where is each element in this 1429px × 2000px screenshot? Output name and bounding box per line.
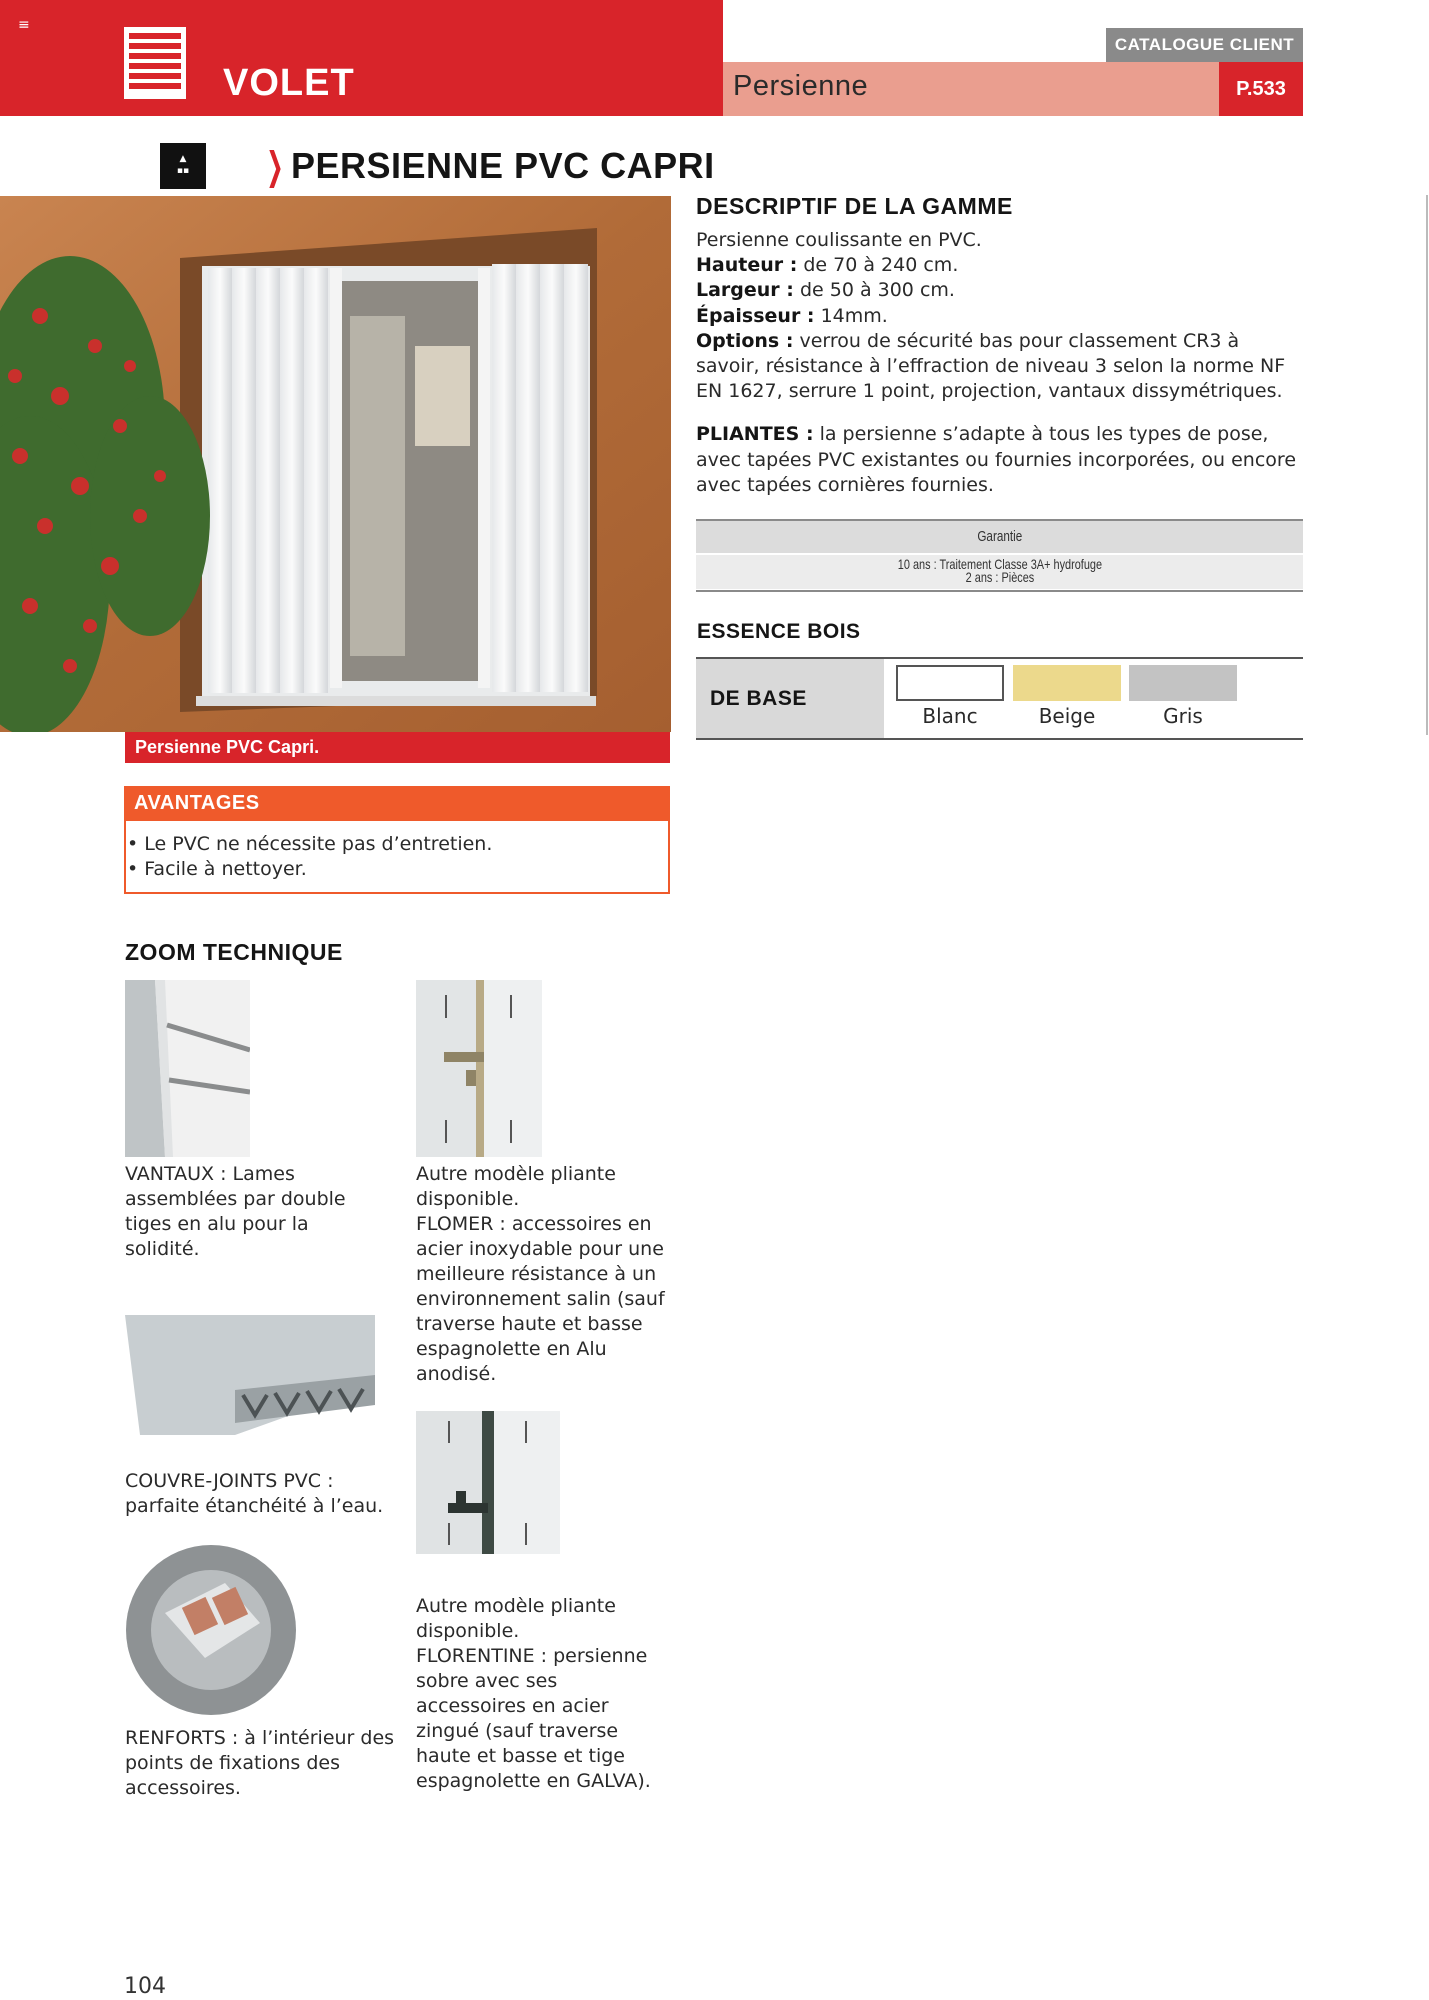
florentine-photo bbox=[416, 1411, 560, 1554]
height-value: de 70 à 240 cm. bbox=[797, 254, 959, 277]
zoom-title: ZOOM TECHNIQUE bbox=[125, 939, 343, 965]
description-intro: Persienne coulissante en PVC. bbox=[696, 229, 982, 251]
warranty-body bbox=[696, 555, 1303, 589]
florentine-text bbox=[416, 1594, 671, 1794]
color-name: Blanc bbox=[922, 704, 978, 728]
shutter-icon bbox=[124, 27, 186, 99]
florentine-intro: Autre modèle pliante disponible. bbox=[416, 1595, 616, 1642]
divider bbox=[696, 590, 1303, 592]
chevron-right-icon: ❯ bbox=[266, 144, 284, 188]
color-swatch-beige[interactable] bbox=[1013, 665, 1121, 701]
pliantes-value: la persienne s’adapte à tous les types de pose, avec tapées PVC existantes ou fournies incorporées, ou encore avec tapées cornières fournies. bbox=[696, 423, 1297, 496]
section-title: VOLET bbox=[223, 62, 355, 104]
category-title: Persienne bbox=[733, 70, 869, 102]
list-item: • Facile à nettoyer. bbox=[127, 857, 492, 882]
flomer-photo bbox=[416, 980, 542, 1157]
renforts-photo bbox=[125, 1543, 297, 1718]
header-section-band bbox=[0, 0, 723, 116]
warranty-header: Garantie bbox=[696, 521, 1303, 553]
color-swatch-blanc[interactable] bbox=[896, 665, 1004, 701]
page-edge bbox=[1426, 195, 1428, 735]
advantages-list bbox=[127, 832, 492, 882]
advantages-title: AVANTAGES bbox=[124, 786, 670, 821]
warranty-line: 2 ans : Pièces bbox=[965, 569, 1034, 585]
description-body bbox=[696, 228, 1306, 498]
pliantes-label: PLIANTES : bbox=[696, 423, 814, 446]
flomer-text bbox=[416, 1162, 671, 1387]
essence-title: ESSENCE BOIS bbox=[697, 620, 861, 643]
options-value: verrou de sécurité bas pour classement CR3 à savoir, résistance à l’effraction de niveau 3 selon la norme NF EN 1627, serrure 1 point, projection, vantaux dissymétriques. bbox=[696, 329, 1286, 403]
thickness-value: 14mm. bbox=[814, 304, 888, 327]
divider bbox=[696, 738, 1303, 740]
options-label: Options : bbox=[696, 329, 794, 352]
description-title: DESCRIPTIF DE LA GAMME bbox=[696, 193, 1013, 219]
color-name: Beige bbox=[1038, 704, 1096, 728]
renforts-text: RENFORTS : à l’intérieur des points de fixations des accessoires. bbox=[125, 1727, 395, 1799]
brand-logo-icon: ▲ ▪▪ bbox=[160, 143, 206, 189]
product-title: PERSIENNE PVC CAPRI bbox=[291, 145, 715, 186]
flomer-description: FLOMER : accessoires en acier inoxydable pour une meilleure résistance à un environnement salin (sauf traverse haute et basse espagnolette en Alu anodisé. bbox=[416, 1213, 665, 1385]
page-reference[interactable]: P.533 bbox=[1219, 62, 1303, 116]
florentine-description: FLORENTINE : persienne sobre avec ses accessoires en acier zingué (sauf traverse haute et basse et tige espagnolette en GALVA). bbox=[416, 1645, 651, 1792]
page-number: 104 bbox=[124, 1974, 166, 1999]
warranty-line: 10 ans : Traitement Classe 3A+ hydrofuge bbox=[897, 556, 1102, 572]
catalogue-badge: CATALOGUE CLIENT bbox=[1106, 28, 1303, 62]
width-label: Largeur : bbox=[696, 279, 794, 302]
height-label: Hauteur : bbox=[696, 254, 798, 277]
width-value: de 50 à 300 cm. bbox=[793, 279, 955, 302]
vantaux-text: VANTAUX : Lames assemblées par double tiges en alu pour la solidité. bbox=[125, 1163, 346, 1260]
color-name: Gris bbox=[1163, 704, 1203, 728]
thickness-label: Épaisseur : bbox=[696, 304, 815, 327]
photo-caption: Persienne PVC Capri. bbox=[125, 732, 670, 763]
product-photo bbox=[0, 196, 671, 732]
list-item: • Le PVC ne nécessite pas d’entretien. bbox=[127, 832, 492, 857]
couvre-joints-text: COUVRE-JOINTS PVC : parfaite étanchéité à l’eau. bbox=[125, 1470, 384, 1517]
color-swatch-gris[interactable] bbox=[1129, 665, 1237, 701]
menu-icon[interactable]: ≡ bbox=[18, 17, 30, 33]
vantaux-photo bbox=[125, 980, 250, 1157]
couvre-joints-photo bbox=[125, 1315, 375, 1435]
essence-row-label: DE BASE bbox=[710, 687, 807, 710]
flomer-intro: Autre modèle pliante disponible. bbox=[416, 1163, 616, 1210]
